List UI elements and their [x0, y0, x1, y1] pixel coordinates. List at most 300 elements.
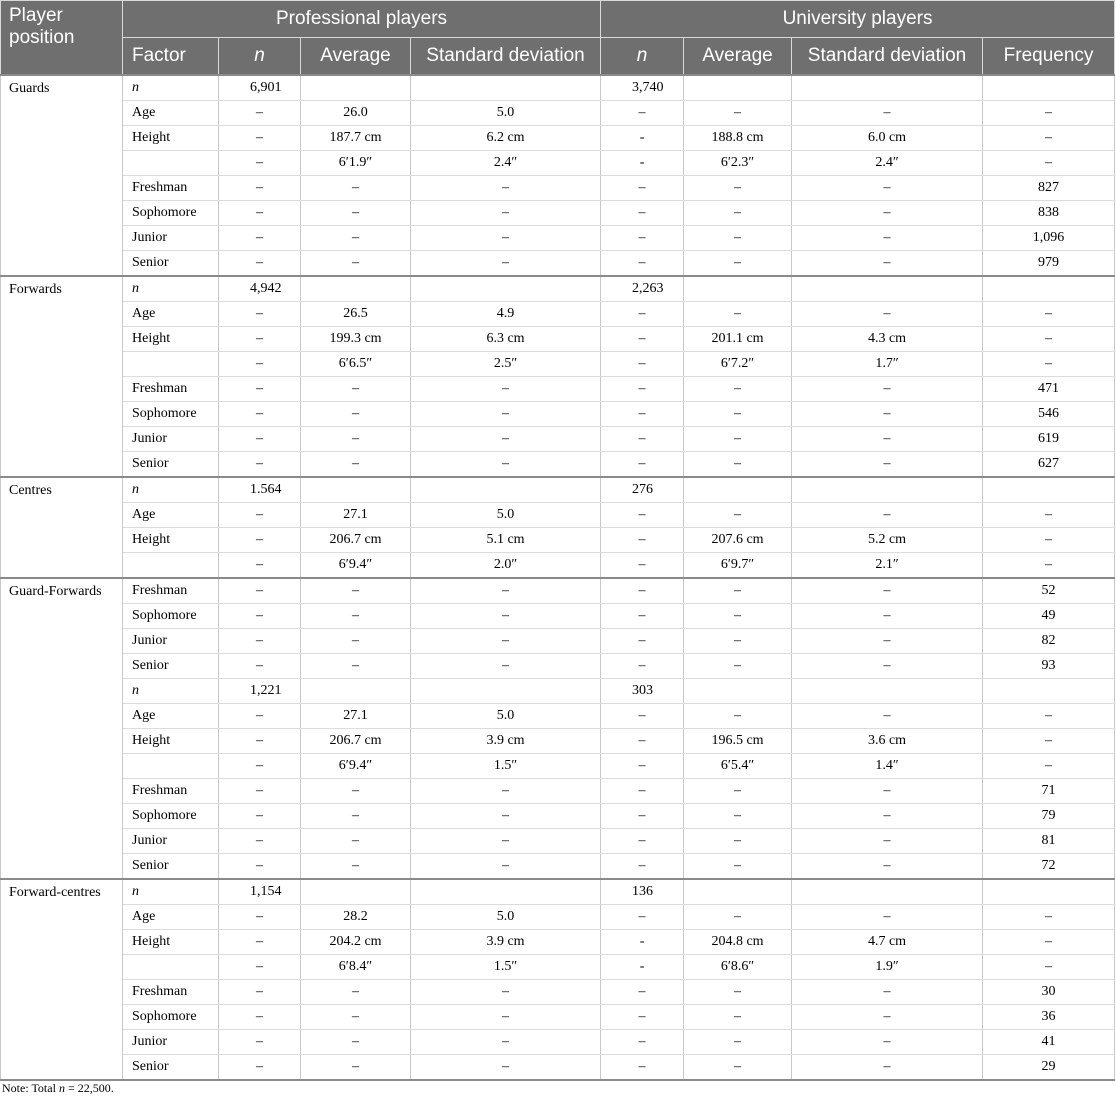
- pro-sd-cell: 6.2 cm: [411, 126, 601, 151]
- uni-n-cell: –: [601, 729, 684, 754]
- pro-n-cell: –: [219, 377, 301, 402]
- table-row: [1, 629, 1115, 654]
- factor-cell: Senior: [123, 854, 219, 880]
- uni-n-cell: –: [601, 654, 684, 679]
- uni-average-cell: –: [684, 1005, 792, 1030]
- factor-cell: Senior: [123, 251, 219, 277]
- pro-average-cell: 206.7 cm: [301, 528, 411, 553]
- table-row: [1, 402, 1115, 427]
- uni-sd-cell: –: [792, 452, 983, 478]
- pro-average-cell: 187.7 cm: [301, 126, 411, 151]
- note-suffix: = 22,500.: [64, 1081, 114, 1095]
- pro-average-cell: 6′8.4″: [301, 955, 411, 980]
- frequency-cell: –: [983, 704, 1115, 729]
- pro-average-cell: –: [301, 779, 411, 804]
- pro-average-cell: –: [301, 377, 411, 402]
- pro-average-cell: 6′6.5″: [301, 352, 411, 377]
- factor-cell: Sophomore: [123, 1005, 219, 1030]
- pro-average-cell: 26.5: [301, 302, 411, 327]
- factor-cell: Height: [123, 528, 219, 553]
- header-professional-players: Professional players: [123, 1, 601, 38]
- header-pro-average: Average: [301, 38, 411, 76]
- factor-cell: n: [123, 879, 219, 905]
- uni-average-cell: [684, 477, 792, 503]
- uni-n-cell: 136: [601, 879, 684, 905]
- pro-average-cell: [301, 679, 411, 704]
- uni-n-cell: –: [601, 1005, 684, 1030]
- pro-n-cell: –: [219, 1030, 301, 1055]
- uni-sd-cell: 6.0 cm: [792, 126, 983, 151]
- pro-average-cell: 204.2 cm: [301, 930, 411, 955]
- uni-n-cell: 2,263: [601, 276, 684, 302]
- factor-cell: [123, 955, 219, 980]
- pro-n-cell: –: [219, 352, 301, 377]
- pro-average-cell: 27.1: [301, 503, 411, 528]
- uni-sd-cell: –: [792, 402, 983, 427]
- uni-n-cell: –: [601, 779, 684, 804]
- frequency-cell: 81: [983, 829, 1115, 854]
- uni-sd-cell: –: [792, 377, 983, 402]
- table-row: [1, 302, 1115, 327]
- table-row: [1, 151, 1115, 176]
- note-variable: n: [58, 1081, 65, 1095]
- pro-n-cell: –: [219, 704, 301, 729]
- frequency-cell: 79: [983, 804, 1115, 829]
- uni-n-cell: –: [601, 327, 684, 352]
- uni-sd-cell: 3.6 cm: [792, 729, 983, 754]
- uni-average-cell: –: [684, 980, 792, 1005]
- frequency-cell: 52: [983, 578, 1115, 604]
- table-row: [1, 1005, 1115, 1030]
- uni-sd-cell: –: [792, 503, 983, 528]
- pro-n-cell: –: [219, 930, 301, 955]
- factor-cell: Senior: [123, 654, 219, 679]
- pro-sd-cell: –: [411, 578, 601, 604]
- factor-cell: Junior: [123, 629, 219, 654]
- table-row: [1, 251, 1115, 277]
- table-note: [2, 1081, 114, 1096]
- frequency-cell: –: [983, 528, 1115, 553]
- pro-n-cell: –: [219, 126, 301, 151]
- uni-n-cell: –: [601, 251, 684, 277]
- uni-sd-cell: –: [792, 201, 983, 226]
- pro-sd-cell: –: [411, 251, 601, 277]
- pro-n-cell: –: [219, 251, 301, 277]
- uni-n-cell: -: [601, 930, 684, 955]
- uni-n-cell: –: [601, 352, 684, 377]
- uni-sd-cell: [792, 477, 983, 503]
- uni-n-cell: –: [601, 704, 684, 729]
- uni-sd-cell: –: [792, 302, 983, 327]
- note-prefix: Note: Total: [2, 1081, 59, 1095]
- uni-sd-cell: –: [792, 980, 983, 1005]
- pro-average-cell: –: [301, 251, 411, 277]
- factor-cell: Freshman: [123, 980, 219, 1005]
- table-row: [1, 327, 1115, 352]
- uni-n-cell: –: [601, 302, 684, 327]
- factor-cell: Junior: [123, 1030, 219, 1055]
- factor-cell: Freshman: [123, 377, 219, 402]
- table-row: [1, 879, 1115, 905]
- pro-sd-cell: 5.0: [411, 905, 601, 930]
- frequency-cell: 627: [983, 452, 1115, 478]
- table-row: [1, 1055, 1115, 1081]
- pro-average-cell: –: [301, 176, 411, 201]
- pro-n-cell: –: [219, 754, 301, 779]
- uni-n-cell: -: [601, 126, 684, 151]
- table-row: [1, 126, 1115, 151]
- pro-sd-cell: 6.3 cm: [411, 327, 601, 352]
- frequency-cell: 979: [983, 251, 1115, 277]
- uni-average-cell: –: [684, 427, 792, 452]
- factor-cell: [123, 553, 219, 579]
- table-row: [1, 377, 1115, 402]
- pro-n-cell: –: [219, 854, 301, 880]
- uni-average-cell: 6′8.6″: [684, 955, 792, 980]
- uni-average-cell: –: [684, 905, 792, 930]
- pro-sd-cell: –: [411, 854, 601, 880]
- table-row: [1, 754, 1115, 779]
- frequency-cell: 546: [983, 402, 1115, 427]
- pro-average-cell: 6′9.4″: [301, 553, 411, 579]
- factor-cell: Sophomore: [123, 604, 219, 629]
- pro-n-cell: –: [219, 1055, 301, 1081]
- uni-sd-cell: –: [792, 176, 983, 201]
- frequency-cell: –: [983, 101, 1115, 126]
- uni-n-cell: –: [601, 629, 684, 654]
- frequency-cell: [983, 276, 1115, 302]
- uni-sd-cell: –: [792, 854, 983, 880]
- pro-average-cell: –: [301, 427, 411, 452]
- pro-average-cell: –: [301, 402, 411, 427]
- table-row: [1, 553, 1115, 579]
- uni-sd-cell: –: [792, 251, 983, 277]
- uni-sd-cell: –: [792, 779, 983, 804]
- frequency-cell: 471: [983, 377, 1115, 402]
- uni-n-cell: –: [601, 503, 684, 528]
- uni-average-cell: –: [684, 176, 792, 201]
- pro-average-cell: –: [301, 452, 411, 478]
- uni-sd-cell: [792, 276, 983, 302]
- table-row: [1, 955, 1115, 980]
- uni-average-cell: 207.6 cm: [684, 528, 792, 553]
- factor-cell: Junior: [123, 829, 219, 854]
- frequency-cell: –: [983, 151, 1115, 176]
- frequency-cell: 30: [983, 980, 1115, 1005]
- uni-sd-cell: 2.1″: [792, 553, 983, 579]
- pro-sd-cell: 2.0″: [411, 553, 601, 579]
- frequency-cell: –: [983, 503, 1115, 528]
- pro-n-cell: –: [219, 779, 301, 804]
- pro-average-cell: [301, 75, 411, 101]
- factor-cell: Senior: [123, 452, 219, 478]
- pro-average-cell: –: [301, 604, 411, 629]
- header-uni-n: n: [601, 38, 684, 76]
- table-row: [1, 905, 1115, 930]
- pro-sd-cell: 1.5″: [411, 955, 601, 980]
- pro-n-cell: –: [219, 654, 301, 679]
- uni-average-cell: –: [684, 804, 792, 829]
- frequency-cell: 36: [983, 1005, 1115, 1030]
- uni-n-cell: –: [601, 176, 684, 201]
- pro-sd-cell: –: [411, 779, 601, 804]
- frequency-cell: –: [983, 327, 1115, 352]
- frequency-cell: 838: [983, 201, 1115, 226]
- pro-average-cell: –: [301, 578, 411, 604]
- pro-sd-cell: –: [411, 654, 601, 679]
- uni-average-cell: 201.1 cm: [684, 327, 792, 352]
- frequency-cell: [983, 879, 1115, 905]
- pro-sd-cell: [411, 276, 601, 302]
- uni-sd-cell: 2.4″: [792, 151, 983, 176]
- table-row: [1, 779, 1115, 804]
- table-row: [1, 528, 1115, 553]
- uni-sd-cell: –: [792, 604, 983, 629]
- header-row-2: [1, 38, 1115, 76]
- frequency-cell: 1,096: [983, 226, 1115, 251]
- uni-average-cell: [684, 276, 792, 302]
- pro-average-cell: –: [301, 804, 411, 829]
- position-cell: Forward-centres: [1, 879, 123, 1080]
- uni-n-cell: –: [601, 201, 684, 226]
- frequency-cell: –: [983, 955, 1115, 980]
- uni-sd-cell: –: [792, 629, 983, 654]
- uni-average-cell: –: [684, 704, 792, 729]
- table-row: [1, 704, 1115, 729]
- pro-n-cell: –: [219, 980, 301, 1005]
- uni-n-cell: –: [601, 452, 684, 478]
- uni-sd-cell: [792, 879, 983, 905]
- uni-average-cell: –: [684, 829, 792, 854]
- pro-average-cell: [301, 477, 411, 503]
- uni-n-cell: –: [601, 854, 684, 880]
- uni-average-cell: –: [684, 302, 792, 327]
- factor-cell: Age: [123, 905, 219, 930]
- header-pro-sd: Standard deviation: [411, 38, 601, 76]
- uni-n-cell: 303: [601, 679, 684, 704]
- frequency-cell: 29: [983, 1055, 1115, 1081]
- uni-n-cell: 3,740: [601, 75, 684, 101]
- pro-n-cell: 6,901: [219, 75, 301, 101]
- factor-cell: [123, 151, 219, 176]
- table-row: [1, 477, 1115, 503]
- pro-sd-cell: 5.0: [411, 503, 601, 528]
- factor-cell: Age: [123, 503, 219, 528]
- factor-cell: Height: [123, 327, 219, 352]
- uni-sd-cell: 1.9″: [792, 955, 983, 980]
- position-cell: Guards: [1, 75, 123, 276]
- pro-n-cell: –: [219, 629, 301, 654]
- pro-average-cell: –: [301, 1005, 411, 1030]
- pro-sd-cell: –: [411, 1055, 601, 1081]
- factor-cell: Freshman: [123, 779, 219, 804]
- factor-cell: Sophomore: [123, 804, 219, 829]
- uni-sd-cell: –: [792, 804, 983, 829]
- frequency-cell: 827: [983, 176, 1115, 201]
- table-row: [1, 503, 1115, 528]
- factor-cell: Height: [123, 930, 219, 955]
- table-row: [1, 604, 1115, 629]
- pro-n-cell: –: [219, 402, 301, 427]
- frequency-cell: [983, 75, 1115, 101]
- uni-sd-cell: –: [792, 1005, 983, 1030]
- pro-n-cell: –: [219, 503, 301, 528]
- factor-cell: Age: [123, 704, 219, 729]
- pro-sd-cell: –: [411, 427, 601, 452]
- pro-sd-cell: 2.4″: [411, 151, 601, 176]
- uni-sd-cell: –: [792, 226, 983, 251]
- uni-sd-cell: 1.4″: [792, 754, 983, 779]
- frequency-cell: –: [983, 905, 1115, 930]
- pro-sd-cell: –: [411, 1005, 601, 1030]
- pro-average-cell: –: [301, 226, 411, 251]
- uni-n-cell: –: [601, 528, 684, 553]
- pro-sd-cell: 3.9 cm: [411, 930, 601, 955]
- header-pro-n: n: [219, 38, 301, 76]
- pro-n-cell: 1,221: [219, 679, 301, 704]
- factor-cell: Sophomore: [123, 201, 219, 226]
- table-row: [1, 452, 1115, 478]
- uni-average-cell: –: [684, 503, 792, 528]
- uni-sd-cell: –: [792, 101, 983, 126]
- pro-average-cell: –: [301, 1030, 411, 1055]
- pro-average-cell: –: [301, 829, 411, 854]
- frequency-cell: –: [983, 302, 1115, 327]
- uni-average-cell: –: [684, 251, 792, 277]
- frequency-cell: 71: [983, 779, 1115, 804]
- pro-sd-cell: [411, 75, 601, 101]
- pro-n-cell: –: [219, 226, 301, 251]
- pro-sd-cell: [411, 679, 601, 704]
- frequency-cell: 93: [983, 654, 1115, 679]
- uni-n-cell: –: [601, 427, 684, 452]
- pro-n-cell: –: [219, 955, 301, 980]
- uni-sd-cell: –: [792, 427, 983, 452]
- uni-n-cell: –: [601, 804, 684, 829]
- factor-cell: Junior: [123, 427, 219, 452]
- pro-sd-cell: –: [411, 402, 601, 427]
- pro-average-cell: 26.0: [301, 101, 411, 126]
- header-uni-sd: Standard deviation: [792, 38, 983, 76]
- uni-average-cell: 6′2.3″: [684, 151, 792, 176]
- frequency-cell: 72: [983, 854, 1115, 880]
- frequency-cell: [983, 477, 1115, 503]
- table-row: [1, 201, 1115, 226]
- position-cell: Guard-Forwards: [1, 578, 123, 879]
- table-row: [1, 101, 1115, 126]
- uni-average-cell: –: [684, 1030, 792, 1055]
- pro-sd-cell: 2.5″: [411, 352, 601, 377]
- pro-n-cell: –: [219, 553, 301, 579]
- frequency-cell: –: [983, 352, 1115, 377]
- uni-average-cell: –: [684, 201, 792, 226]
- table-row: [1, 930, 1115, 955]
- pro-n-cell: –: [219, 452, 301, 478]
- pro-average-cell: 28.2: [301, 905, 411, 930]
- uni-sd-cell: 1.7″: [792, 352, 983, 377]
- uni-average-cell: –: [684, 854, 792, 880]
- uni-average-cell: –: [684, 452, 792, 478]
- pro-average-cell: –: [301, 201, 411, 226]
- factor-cell: [123, 352, 219, 377]
- uni-sd-cell: –: [792, 654, 983, 679]
- pro-average-cell: 27.1: [301, 704, 411, 729]
- position-cell: Forwards: [1, 276, 123, 477]
- uni-n-cell: –: [601, 604, 684, 629]
- pro-sd-cell: 5.0: [411, 704, 601, 729]
- factor-cell: Senior: [123, 1055, 219, 1081]
- pro-sd-cell: –: [411, 980, 601, 1005]
- uni-n-cell: –: [601, 402, 684, 427]
- uni-sd-cell: 4.3 cm: [792, 327, 983, 352]
- uni-n-cell: –: [601, 377, 684, 402]
- table-row: [1, 75, 1115, 101]
- uni-n-cell: –: [601, 1055, 684, 1081]
- uni-average-cell: 6′9.7″: [684, 553, 792, 579]
- factor-cell: n: [123, 679, 219, 704]
- table-row: [1, 654, 1115, 679]
- uni-average-cell: [684, 75, 792, 101]
- pro-average-cell: 6′1.9″: [301, 151, 411, 176]
- pro-sd-cell: –: [411, 1030, 601, 1055]
- uni-average-cell: –: [684, 101, 792, 126]
- uni-sd-cell: [792, 75, 983, 101]
- uni-n-cell: –: [601, 754, 684, 779]
- header-uni-average: Average: [684, 38, 792, 76]
- pro-n-cell: –: [219, 729, 301, 754]
- uni-n-cell: –: [601, 1030, 684, 1055]
- uni-average-cell: –: [684, 604, 792, 629]
- uni-sd-cell: –: [792, 1055, 983, 1081]
- factor-cell: Height: [123, 126, 219, 151]
- pro-n-cell: –: [219, 804, 301, 829]
- uni-average-cell: –: [684, 226, 792, 251]
- pro-average-cell: –: [301, 654, 411, 679]
- frequency-cell: –: [983, 754, 1115, 779]
- table-row: [1, 427, 1115, 452]
- uni-n-cell: 276: [601, 477, 684, 503]
- frequency-cell: 49: [983, 604, 1115, 629]
- table-body: [1, 75, 1115, 1080]
- uni-n-cell: –: [601, 101, 684, 126]
- pro-n-cell: –: [219, 1005, 301, 1030]
- header-university-players: University players: [601, 1, 1115, 38]
- frequency-cell: 619: [983, 427, 1115, 452]
- uni-average-cell: –: [684, 377, 792, 402]
- uni-n-cell: -: [601, 955, 684, 980]
- pro-n-cell: –: [219, 604, 301, 629]
- factor-cell: Age: [123, 101, 219, 126]
- position-cell: Centres: [1, 477, 123, 578]
- pro-average-cell: [301, 879, 411, 905]
- uni-average-cell: [684, 679, 792, 704]
- pro-average-cell: –: [301, 854, 411, 880]
- pro-average-cell: –: [301, 629, 411, 654]
- pro-sd-cell: 4.9: [411, 302, 601, 327]
- uni-n-cell: –: [601, 905, 684, 930]
- uni-sd-cell: –: [792, 578, 983, 604]
- uni-sd-cell: –: [792, 829, 983, 854]
- pro-sd-cell: –: [411, 629, 601, 654]
- pro-n-cell: –: [219, 327, 301, 352]
- uni-average-cell: –: [684, 654, 792, 679]
- pro-n-cell: –: [219, 101, 301, 126]
- pro-sd-cell: [411, 477, 601, 503]
- header-frequency: Frequency: [983, 38, 1115, 76]
- uni-n-cell: –: [601, 578, 684, 604]
- header-player-position: Player position: [1, 1, 123, 76]
- table-row: [1, 804, 1115, 829]
